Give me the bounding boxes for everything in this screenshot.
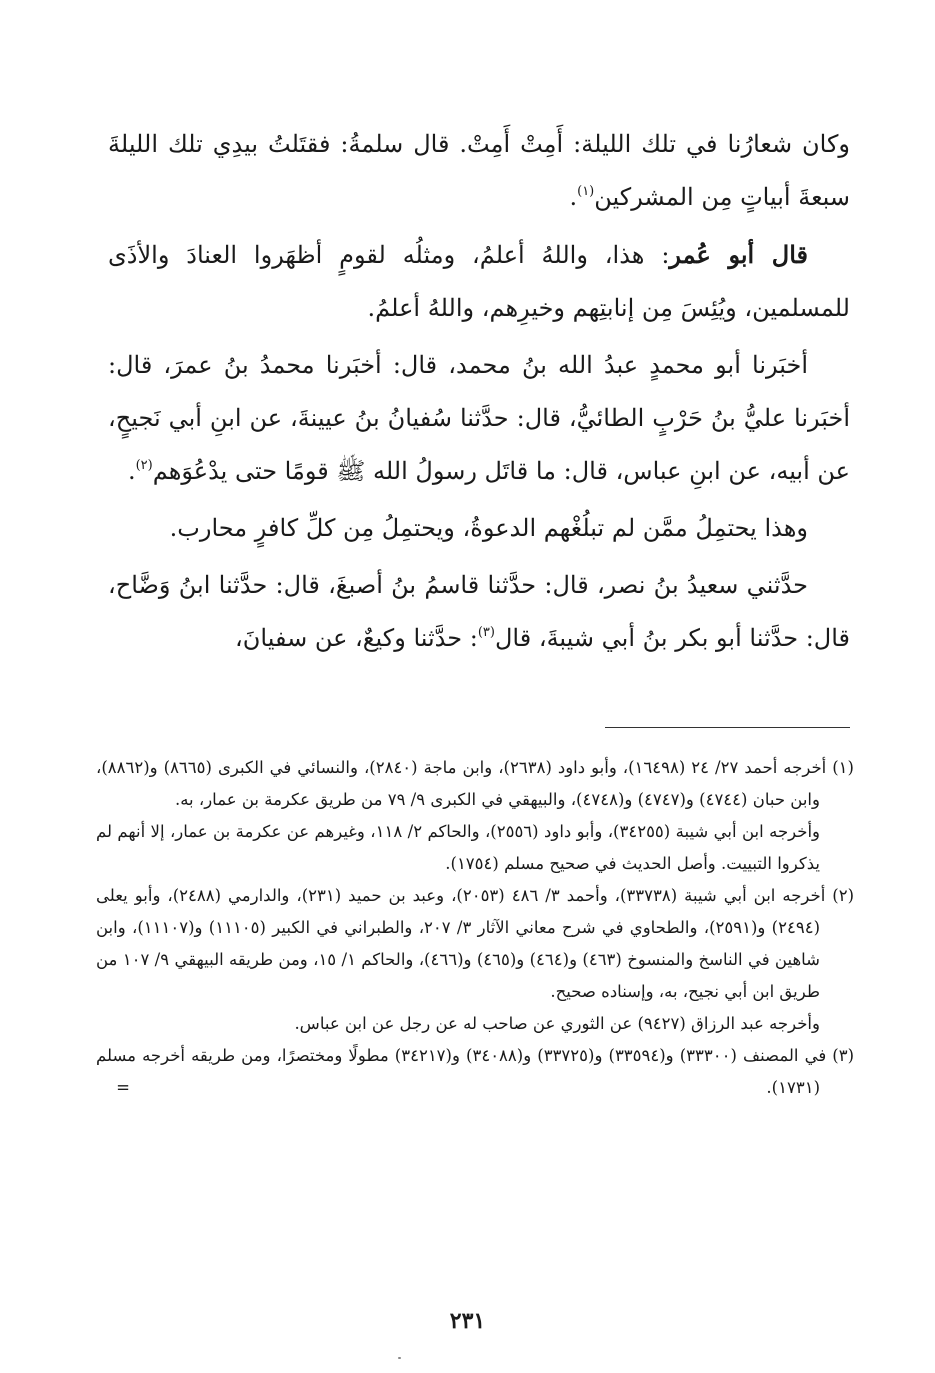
paragraph-1: وكان شعارُنا في تلك الليلة: أَمِتْ أَمِتْ. قال سلمةُ: فقتَلتُ بيدِي تلك الليلةَ سبعةَ أبياتٍ مِن المشركين$^{(١)}$. <box>108 130 850 211</box>
footnotes <box>96 752 854 1104</box>
paragraph-5: حدَّثني سعيدُ بنُ نصر، قال: حدَّثنا قاسمُ بنُ أصبغَ، قال: حدَّثنا ابنُ وَضَّاح، قال: حدَّثنا أبو بكر بنُ أبي شيبةَ، قال$^{(٣)}$: حدَّثنا وكيعٌ، عن سفيانَ، <box>108 571 850 652</box>
footnote-divider <box>605 727 850 728</box>
main-text <box>108 118 850 669</box>
footnote-1: (١) أخرجه أحمد ٢٧/ ٢٤ (١٦٤٩٨)، وأبو داود (٢٦٣٨)، وابن ماجة (٢٨٤٠)، والنسائي في الكبرى (٨٦٦٥) و(٨٨٦٢)، وابن حبان (٤٧٤٤) و(٤٧٤٧) و(٤٧٤٨)، والبيهقي في الكبرى ٩/ ٧٩ من طريق عكرمة بن عمار، به. <box>96 758 854 809</box>
print-speck <box>398 1357 401 1359</box>
paragraph-3: أخبَرنا أبو محمدٍ عبدُ الله بنُ محمد، قال: أخبَرنا محمدُ بنُ عمرَ، قال: أخبَرنا عليُّ بنُ حَرْبٍ الطائيُّ، قال: حدَّثنا سُفيانُ بنُ عيينةَ، عن ابنِ أبي نَجيحٍ، عن أبيه، عن ابنِ عباس، قال: ما قاتَل رسولُ الله ﷺ قومًا حتى يدْعُوَهم$^{(٢)}$. <box>108 351 850 485</box>
footnote-2-continuation: وأخرجه عبد الرزاق (٩٤٢٧) عن الثوري عن صاحب له عن رجل عن ابن عباس. <box>294 1014 820 1033</box>
footnote-marker-2: (٢) <box>135 458 153 473</box>
footnote-3: (٣) في المصنف (٣٣٣٠٠) و(٣٣٥٩٤) و(٣٣٧٢٥) و(٣٤٠٨٨) و(٣٤٢١٧) مطولًا ومختصرًا، ومن طريقه أخرجه مسلم (١٧٣١). = <box>96 1046 855 1097</box>
speaker-label: قال أبو عُمر <box>669 240 808 269</box>
paragraph-4: وهذا يحتمِلُ ممَّن لم تبلُغْهم الدعوةُ، ويحتمِلُ مِن كلِّ كافرٍ محارب. <box>169 514 808 542</box>
footnote-marker-3: (٣) <box>477 625 495 640</box>
footnote-marker-1: (١) <box>577 184 595 199</box>
footnote-2: (٢) أخرجه ابن أبي شيبة (٣٣٧٣٨)، وأحمد ٣/ ٤٨٦ (٢٠٥٣)، وعبد بن حميد (٢٣١)، والدارمي (٢٤٨٨)، وأبو يعلى (٢٤٩٤) و(٢٥٩١)، والطحاوي في شرح معاني الآثار ٣/ ٢٠٧، والطبراني في الكبير (١١١٠٥) و(١١١٠٧)، وابن شاهين في الناسخ والمنسوخ (٤٦٣) و(٤٦٤) و(٤٦٥) و(٤٦٦)، والحاكم ١/ ١٥، ومن طريقه البيهقي ٩/ ١٠٧ من طريق ابن أبي نجيح، به، وإسناده صحيح. <box>96 886 855 1001</box>
footnote-1-continuation: وأخرجه ابن أبي شيبة (٣٤٢٥٥)، وأبو داود (٢٥٥٦)، والحاكم ٢/ ١١٨، وغيرهم عن عكرمة بن عمار، إلا أنهم لم يذكروا التبييت. وأصل الحديث في صحيح مسلم (١٧٥٤). <box>96 822 821 873</box>
paragraph-2: قال أبو عُمر: هذا، واللهُ أعلمُ، ومثلُه لقومٍ أظهَروا العنادَ والأذَى للمسلمين، ويُئِسَ مِن إنابتِهم وخيرِهم، واللهُ أعلمُ. <box>108 240 850 322</box>
page-number: ٢٣١ <box>449 1308 486 1334</box>
